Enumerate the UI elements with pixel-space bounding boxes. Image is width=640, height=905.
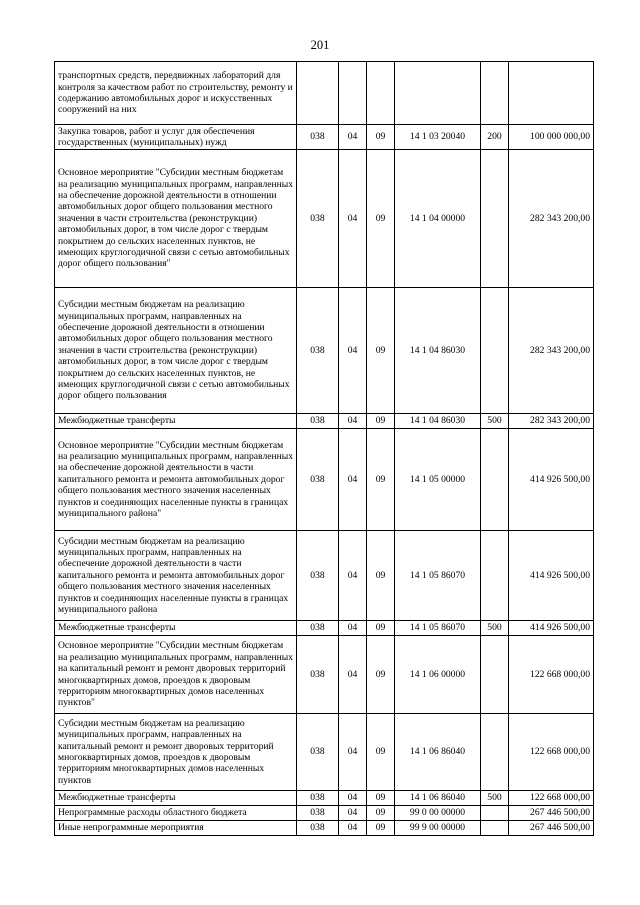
amount: 267 446 500,00 (509, 806, 594, 821)
amount: 414 926 500,00 (509, 429, 594, 531)
target-article-code: 14 1 04 86030 (395, 414, 481, 429)
table-row (55, 806, 594, 821)
amount: 122 668 000,00 (509, 636, 594, 714)
ministry-code: 038 (297, 806, 339, 821)
row-name: Межбюджетные трансферты (55, 791, 297, 806)
subsection-code: 09 (367, 414, 395, 429)
expense-type-code (481, 288, 509, 414)
expense-type-code: 500 (481, 621, 509, 636)
section-code: 04 (339, 125, 367, 150)
target-article-code: 14 1 06 86040 (395, 714, 481, 791)
table-row (55, 531, 594, 621)
ministry-code: 038 (297, 125, 339, 150)
row-name: Основное мероприятие "Субсидии местным бюджетам на реализацию муниципальных программ, направленных на обеспечение дорожной деятельности в части капитального ремонта и ремонта автомобильных дорог общего пользования местного значения населенных пунктов и соединяющих населенные пункты в границах муниципального района" (55, 429, 297, 531)
section-code: 04 (339, 414, 367, 429)
ministry-code: 038 (297, 531, 339, 621)
ministry-code: 038 (297, 636, 339, 714)
amount: 414 926 500,00 (509, 621, 594, 636)
row-name: Основное мероприятие "Субсидии местным бюджетам на реализацию муниципальных программ, направленных на капитальный ремонт и ремонт дворовых территорий многоквартирных домов, проездов к дворовым территориям многоквартирных домов населенных пунктов" (55, 636, 297, 714)
amount: 282 343 200,00 (509, 150, 594, 288)
target-article-code: 14 1 03 20040 (395, 125, 481, 150)
table-row (55, 125, 594, 150)
table-row (55, 791, 594, 806)
subsection-code: 09 (367, 714, 395, 791)
page-number: 201 (310, 38, 330, 52)
subsection-code: 09 (367, 636, 395, 714)
row-name: Субсидии местным бюджетам на реализацию муниципальных программ, направленных на обеспечение дорожной деятельности в отношении автомобильных дорог общего пользования местного значения в части строительства (реконструкции) автомобильных дорог, в том числе дорог с твердым покрытием до сельских населенных пунктов, не имеющих круглогодичной связи с сетью автомобильных дорог общего пользования (55, 288, 297, 414)
target-article-code: 14 1 05 00000 (395, 429, 481, 531)
ministry-code: 038 (297, 821, 339, 836)
subsection-code (367, 62, 395, 125)
amount: 414 926 500,00 (509, 531, 594, 621)
section-code: 04 (339, 429, 367, 531)
expense-type-code: 500 (481, 414, 509, 429)
row-name: Иные непрограммные мероприятия (55, 821, 297, 836)
section-code: 04 (339, 714, 367, 791)
amount (509, 62, 594, 125)
row-name: Субсидии местным бюджетам на реализацию муниципальных программ, направленных на капитальный ремонт и ремонт дворовых территорий многоквартирных домов, проездов к дворовым территориям многоквартирных домов населенных пунктов (55, 714, 297, 791)
expense-type-code: 500 (481, 791, 509, 806)
subsection-code: 09 (367, 125, 395, 150)
subsection-code: 09 (367, 821, 395, 836)
section-code: 04 (339, 806, 367, 821)
ministry-code: 038 (297, 714, 339, 791)
row-name: Закупка товаров, работ и услуг для обеспечения государственных (муниципальных) нужд (55, 125, 297, 150)
amount: 122 668 000,00 (509, 791, 594, 806)
subsection-code: 09 (367, 288, 395, 414)
expense-type-code (481, 531, 509, 621)
section-code: 04 (339, 791, 367, 806)
table-row (55, 429, 594, 531)
target-article-code: 14 1 04 86030 (395, 288, 481, 414)
row-name: транспортных средств, передвижных лабораторий для контроля за качеством работ по строительству, ремонту и содержанию автомобильных дорог и искусственных сооружений на них (55, 62, 297, 125)
target-article-code (395, 62, 481, 125)
row-name: Межбюджетные трансферты (55, 621, 297, 636)
table-row (55, 714, 594, 791)
target-article-code: 14 1 05 86070 (395, 531, 481, 621)
table-row (55, 636, 594, 714)
expense-type-code: 200 (481, 125, 509, 150)
target-article-code: 99 9 00 00000 (395, 821, 481, 836)
target-article-code: 14 1 06 86040 (395, 791, 481, 806)
expense-type-code (481, 62, 509, 125)
row-name: Субсидии местным бюджетам на реализацию муниципальных программ, направленных на обеспечение дорожной деятельности в части капитального ремонта и ремонта автомобильных дорог общего пользования местного значения населенных пунктов и соединяющих населенные пункты в границах муниципального района (55, 531, 297, 621)
table-row (55, 62, 594, 125)
expense-type-code (481, 150, 509, 288)
table-row (55, 288, 594, 414)
section-code: 04 (339, 821, 367, 836)
subsection-code: 09 (367, 806, 395, 821)
expense-type-code (481, 429, 509, 531)
target-article-code: 14 1 05 86070 (395, 621, 481, 636)
section-code: 04 (339, 636, 367, 714)
budget-table (54, 61, 594, 836)
ministry-code (297, 62, 339, 125)
row-name: Основное мероприятие "Субсидии местным бюджетам на реализацию муниципальных программ, направленных на обеспечение дорожной деятельности в отношении автомобильных дорог общего пользования местного значения в части строительства (реконструкции) автомобильных дорог, в том числе дорог с твердым покрытием до сельских населенных пунктов, не имеющих круглогодичной связи с сетью автомобильных дорог общего пользования" (55, 150, 297, 288)
subsection-code: 09 (367, 791, 395, 806)
subsection-code: 09 (367, 429, 395, 531)
amount: 267 446 500,00 (509, 821, 594, 836)
section-code: 04 (339, 288, 367, 414)
amount: 282 343 200,00 (509, 288, 594, 414)
target-article-code: 99 0 00 00000 (395, 806, 481, 821)
section-code: 04 (339, 621, 367, 636)
target-article-code: 14 1 04 00000 (395, 150, 481, 288)
row-name: Непрограммные расходы областного бюджета (55, 806, 297, 821)
ministry-code: 038 (297, 414, 339, 429)
amount: 100 000 000,00 (509, 125, 594, 150)
row-name: Межбюджетные трансферты (55, 414, 297, 429)
ministry-code: 038 (297, 150, 339, 288)
table-row (55, 621, 594, 636)
section-code: 04 (339, 150, 367, 288)
amount: 282 343 200,00 (509, 414, 594, 429)
expense-type-code (481, 636, 509, 714)
expense-type-code (481, 821, 509, 836)
section-code: 04 (339, 531, 367, 621)
ministry-code: 038 (297, 429, 339, 531)
ministry-code: 038 (297, 621, 339, 636)
table-row (55, 414, 594, 429)
amount: 122 668 000,00 (509, 714, 594, 791)
table-row (55, 821, 594, 836)
expense-type-code (481, 714, 509, 791)
subsection-code: 09 (367, 531, 395, 621)
target-article-code: 14 1 06 00000 (395, 636, 481, 714)
expense-type-code (481, 806, 509, 821)
table-row (55, 150, 594, 288)
subsection-code: 09 (367, 621, 395, 636)
subsection-code: 09 (367, 150, 395, 288)
ministry-code: 038 (297, 791, 339, 806)
ministry-code: 038 (297, 288, 339, 414)
section-code (339, 62, 367, 125)
